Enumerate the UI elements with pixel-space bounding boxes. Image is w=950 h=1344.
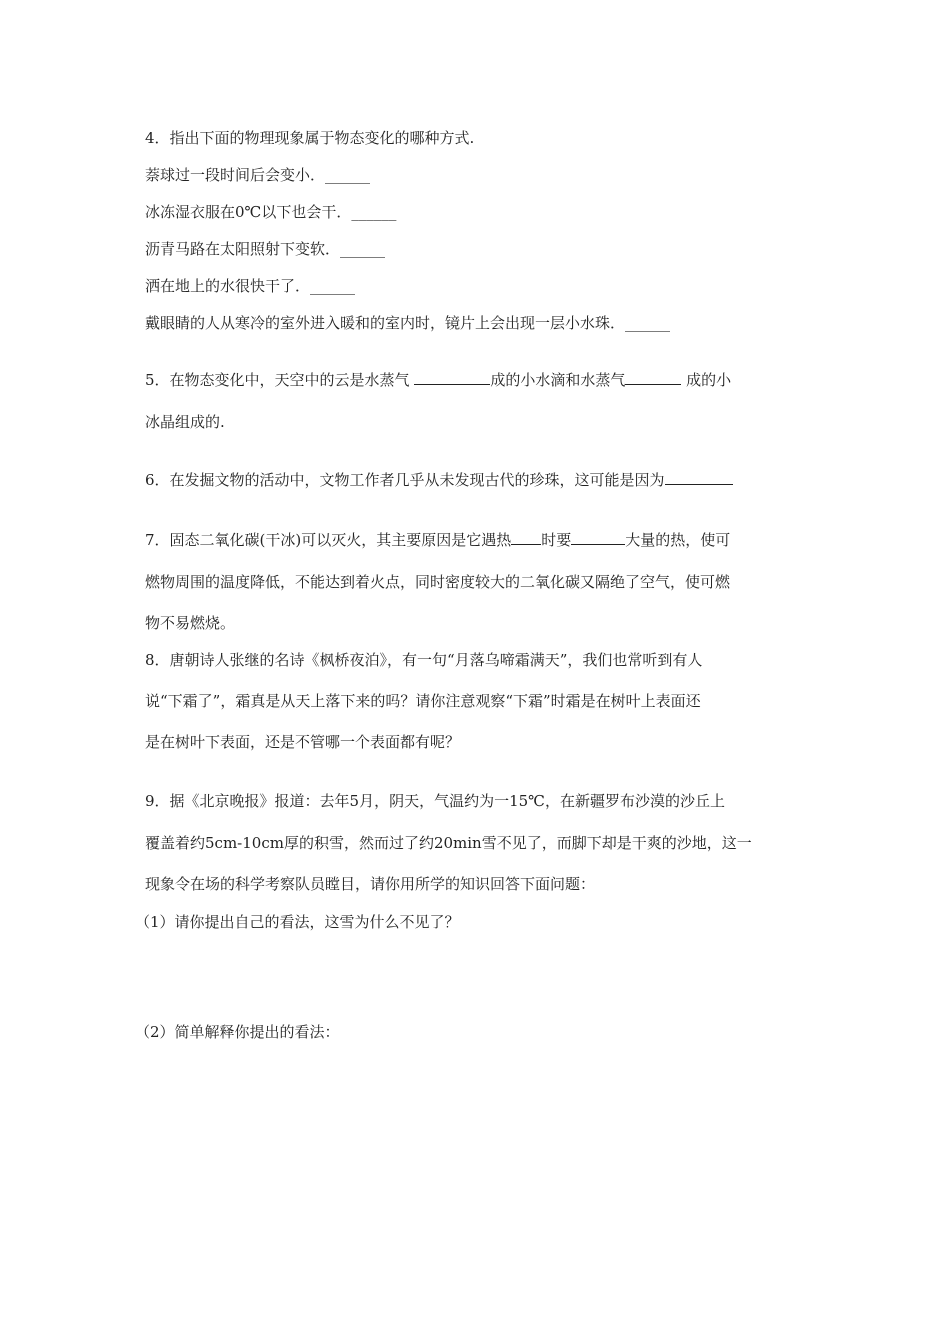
question-7-line-2: 燃物周围的温度降低，不能达到着火点，同时密度较大的二氧化碳又隔绝了空气，使可燃 bbox=[145, 573, 731, 591]
question-9-sub-2: （2）简单解释你提出的看法： bbox=[135, 1023, 340, 1041]
question-4-title: 4．指出下面的物理现象属于物态变化的哪种方式. bbox=[145, 129, 475, 147]
answer-blank[interactable] bbox=[571, 530, 625, 545]
question-5-line-2: 冰晶组成的. bbox=[145, 413, 225, 431]
question-8-line-2: 说“下霜了”，霜真是从天上落下来的吗？请你注意观察“下霜”时霜是在树叶上表面还 bbox=[145, 692, 701, 710]
answer-blank[interactable] bbox=[511, 530, 541, 545]
question-4-item-4: 洒在地上的水很快干了．______ bbox=[145, 277, 356, 295]
answer-blank[interactable] bbox=[665, 470, 733, 485]
question-4-item-5: 戴眼睛的人从寒冷的室外进入暖和的室内时，镜片上会出现一层小水珠．______ bbox=[145, 314, 671, 332]
answer-blank[interactable] bbox=[414, 370, 490, 385]
answer-blank[interactable] bbox=[625, 370, 681, 385]
question-9-sub-1: （1）请你提出自己的看法，这雪为什么不见了？ bbox=[135, 913, 460, 931]
question-9-line-3: 现象令在场的科学考察队员瞠目，请你用所学的知识回答下面问题： bbox=[145, 875, 596, 893]
question-4-item-1: 萘球过一段时间后会变小．______ bbox=[145, 166, 371, 184]
question-8-line-1: 8．唐朝诗人张继的名诗《枫桥夜泊》，有一句“月落乌啼霜满天”，我们也常听到有人 bbox=[145, 651, 703, 669]
question-4-item-3: 沥青马路在太阳照射下变软．______ bbox=[145, 240, 386, 258]
question-7-text-b: 时要 bbox=[541, 531, 572, 549]
question-9-line-2: 覆盖着约5cm-10cm厚的积雪，然而过了约20min雪不见了，而脚下却是干爽的沙地，这一 bbox=[145, 834, 752, 852]
question-6-text: 6．在发掘文物的活动中，文物工作者几乎从未发现古代的珍珠，这可能是因为 bbox=[145, 471, 665, 489]
question-6-line-1 bbox=[145, 470, 733, 490]
question-5-text-c: 成的小 bbox=[681, 371, 732, 389]
question-7-text-c: 大量的热，使可 bbox=[625, 531, 731, 549]
question-8-line-3: 是在树叶下表面，还是不管哪一个表面都有呢？ bbox=[145, 733, 461, 751]
question-7-text-a: 7．固态二氧化碳(干冰)可以灭火，其主要原因是它遇热 bbox=[145, 531, 512, 549]
question-7-line-1 bbox=[145, 530, 730, 550]
question-4-item-2: 冰冻湿衣服在0℃以下也会干．______ bbox=[145, 203, 397, 221]
question-5-line-1 bbox=[145, 370, 731, 390]
question-5-text-b: 成的小水滴和水蒸气 bbox=[490, 371, 626, 389]
question-5-text-a: 5．在物态变化中，天空中的云是水蒸气 bbox=[145, 371, 415, 389]
question-9-line-1: 9．据《北京晚报》报道：去年5月，阴天，气温约为一15℃，在新疆罗布沙漠的沙丘上 bbox=[145, 792, 725, 810]
question-7-line-3: 物不易燃烧。 bbox=[145, 614, 236, 632]
